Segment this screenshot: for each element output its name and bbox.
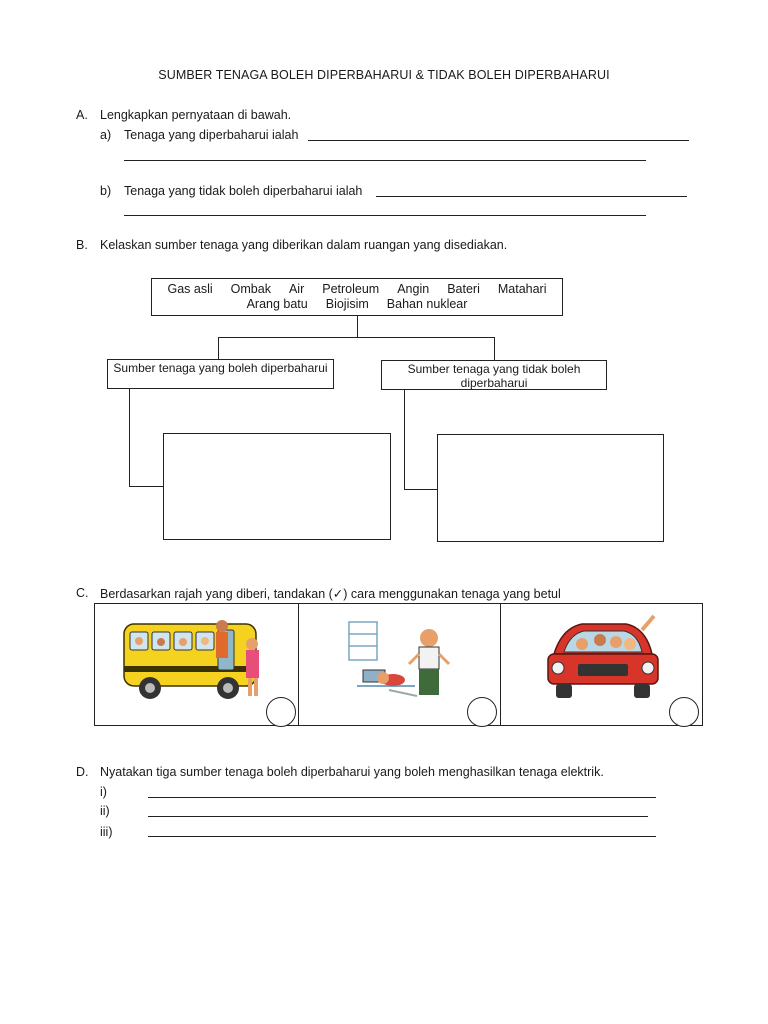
section-d-marker: D.: [76, 765, 89, 779]
section-a-a-marker: a): [100, 128, 112, 142]
car-illustration: [542, 614, 664, 710]
page-title: SUMBER TENAGA BOLEH DIPERBAHARUI & TIDAK BOLEH DIPERBAHARUI: [158, 68, 610, 82]
word-bank-row-2: [152, 297, 562, 312]
category-right-box: Sumber tenaga yang tidak boleh diperbaharui: [381, 360, 607, 390]
section-a-marker: A.: [76, 108, 88, 122]
word-bank-row-1: [152, 282, 562, 297]
tick-circle-bus[interactable]: [266, 697, 296, 727]
office-illustration: [345, 616, 455, 706]
word-ombak: Ombak: [230, 282, 271, 296]
section-a-instruction: Lengkapkan pernyataan di bawah.: [100, 108, 292, 122]
answer-line-b1[interactable]: [376, 196, 687, 197]
connector-right-drop: [494, 337, 495, 360]
answer-box-nonrenewable[interactable]: [437, 434, 664, 542]
section-d-item-2-marker: ii): [100, 804, 110, 818]
section-b-instruction: Kelaskan sumber tenaga yang diberikan dalam ruangan yang disediakan.: [100, 238, 508, 252]
word-bahan-nuklear: Bahan nuklear: [386, 297, 468, 311]
connector-right-horizontal: [404, 489, 437, 490]
section-d-item-1-marker: i): [100, 785, 107, 799]
connector-stem: [357, 316, 358, 337]
connector-right-vertical: [404, 390, 405, 489]
answer-line-a2[interactable]: [124, 160, 646, 161]
tick-circle-car[interactable]: [669, 697, 699, 727]
connector-left-drop: [218, 337, 219, 359]
word-bateri: Bateri: [447, 282, 480, 296]
word-petroleum: Petroleum: [322, 282, 380, 296]
section-c-instruction: Berdasarkan rajah yang diberi, tandakan (✓) cara menggunakan tenaga yang betul: [100, 587, 561, 601]
answer-line-a1[interactable]: [308, 140, 689, 141]
connector-left-horizontal: [129, 486, 163, 487]
answer-line-d2[interactable]: [148, 816, 648, 817]
bus-illustration: [120, 614, 272, 706]
section-a-a-text: Tenaga yang diperbaharui ialah: [124, 128, 299, 142]
word-arang-batu: Arang batu: [246, 297, 308, 311]
answer-box-renewable[interactable]: [163, 433, 391, 540]
section-a-b-marker: b): [100, 184, 112, 198]
section-a-b-text: Tenaga yang tidak boleh diperbaharui ialah: [124, 184, 363, 198]
picture-divider-1: [298, 603, 299, 726]
section-d-instruction: Nyatakan tiga sumber tenaga boleh diperbaharui yang boleh menghasilkan tenaga elektrik.: [100, 765, 604, 779]
word-air: Air: [288, 282, 305, 296]
picture-divider-2: [500, 603, 501, 726]
connector-branch: [218, 337, 494, 338]
word-matahari: Matahari: [497, 282, 547, 296]
tick-circle-office[interactable]: [467, 697, 497, 727]
answer-line-d1[interactable]: [148, 797, 656, 798]
section-d-item-3-marker: iii): [100, 825, 113, 839]
section-b-marker: B.: [76, 238, 88, 252]
word-biojisim: Biojisim: [325, 297, 369, 311]
section-c-marker: C.: [76, 586, 89, 600]
word-gas-asli: Gas asli: [167, 282, 213, 296]
connector-left-vertical: [129, 389, 130, 486]
answer-line-b2[interactable]: [124, 215, 646, 216]
word-bank-box: [151, 278, 563, 316]
word-angin: Angin: [397, 282, 430, 296]
answer-line-d3[interactable]: [148, 836, 656, 837]
category-left-box: Sumber tenaga yang boleh diperbaharui: [107, 359, 334, 389]
